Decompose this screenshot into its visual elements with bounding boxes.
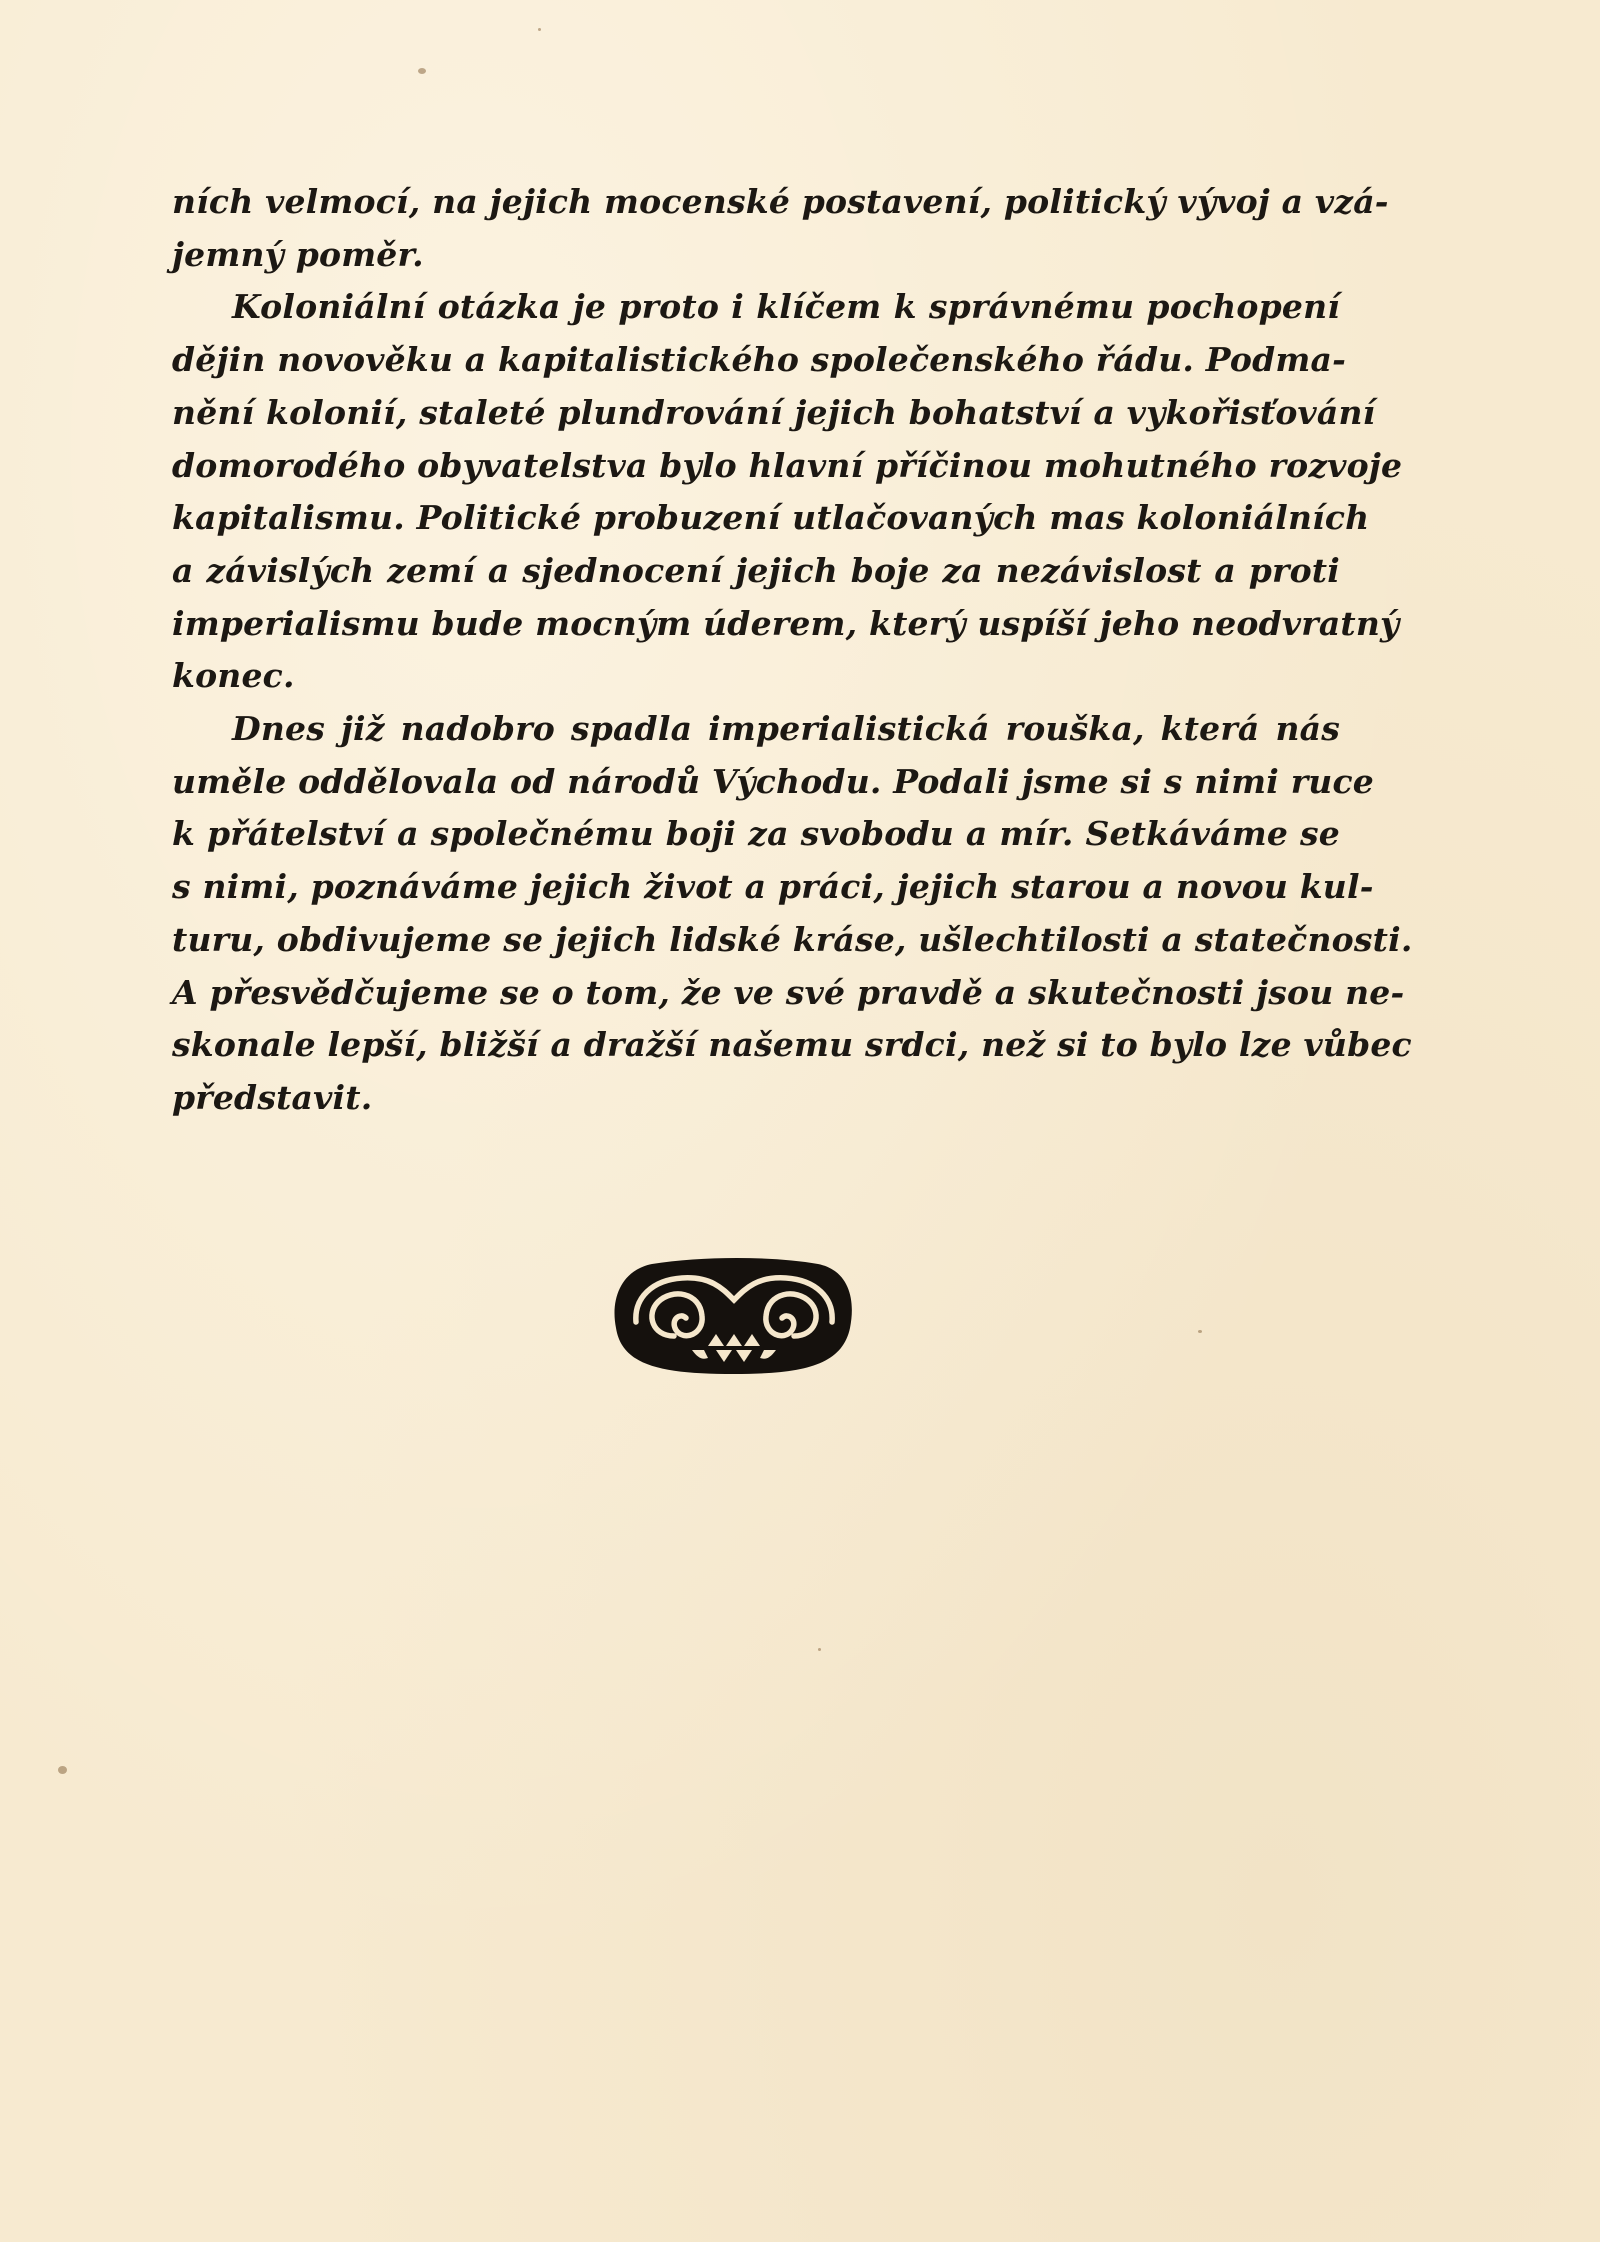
paper-speck [418, 68, 426, 74]
text-line-5: nění kolonií, staleté plundrování jejich bohatství a vykořisťování [172, 392, 1376, 432]
text-line-8: a závislých zemí a sjednocení jejich boje za nezávislost a proti [172, 550, 1340, 590]
paper-speck [1198, 1330, 1202, 1333]
text-line-18: představit. [172, 1077, 373, 1117]
paper-speck [818, 1648, 821, 1651]
text-line-1: ních velmocí, na jejich mocenské postavení, politický vývoj a vzá- [172, 182, 1389, 221]
text-line-7: kapitalismu. Politické probuzení utlačovaných mas koloniálních [172, 498, 1370, 538]
text-line-14: s nimi, poznáváme jejich život a práci, jejich starou a novou kul- [172, 867, 1374, 907]
text-line-6: domorodého obyvatelstva bylo hlavní příčinou mohutného rozvoje [172, 445, 1403, 485]
text-line-10: konec. [172, 656, 295, 696]
text-line-15: turu, obdivujeme se jejich lidské kráse, ušlechtilosti a statečnosti. [172, 919, 1413, 959]
mask-ornament-icon [612, 1258, 856, 1376]
text-line-4: dějin novověku a kapitalistického společenského řádu. Podma- [172, 340, 1346, 380]
body-text [172, 176, 1413, 1125]
text-line-13: k přátelství a společnému boji za svobodu a mír. Setkáváme se [172, 814, 1340, 854]
text-line-17: skonale lepší, bližší a dražší našemu srdci, než si to bylo lze vůbec [172, 1025, 1412, 1065]
text-line-3: Koloniální otázka je proto i klíčem k správnému pochopení [232, 287, 1340, 327]
paper-speck [538, 28, 541, 31]
text-line-16: A přesvědčujeme se o tom, že ve své pravdě a skutečnosti jsou ne- [172, 972, 1405, 1012]
text-line-2: jemný poměr. [172, 234, 424, 274]
text-line-11: Dnes již nadobro spadla imperialistická rouška, která nás [232, 709, 1340, 749]
text-line-9: imperialismu bude mocným úderem, který uspíší jeho neodvratný [172, 603, 1400, 643]
text-line-12: uměle oddělovala od národů Východu. Podali jsme si s nimi ruce [172, 761, 1374, 801]
paper-speck [58, 1766, 67, 1774]
